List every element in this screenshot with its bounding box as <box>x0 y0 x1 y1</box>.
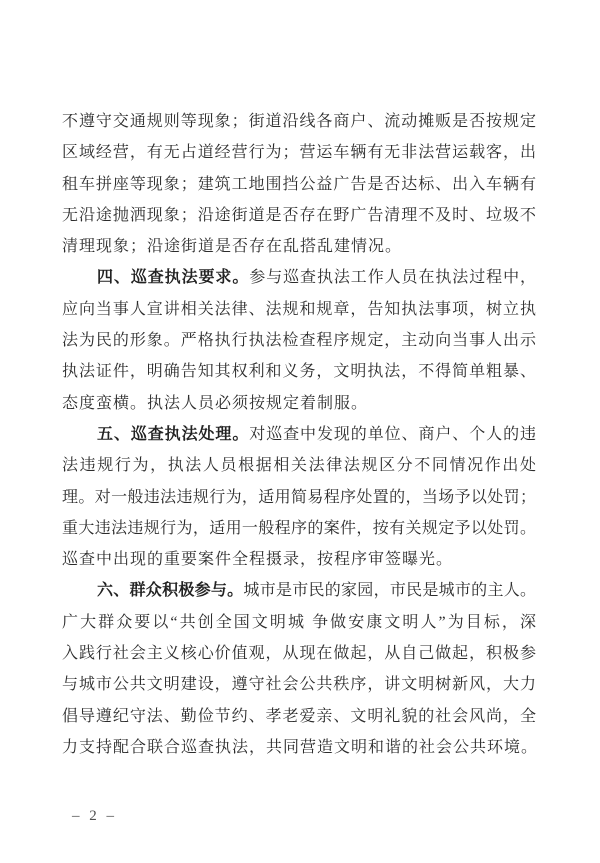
line-text: 倡导遵纪守法、勤俭节约、孝老爱亲、文明礼貌的社会风尚，全 <box>62 707 536 725</box>
line-text: 力支持配合联合巡查执法，共同营造文明和谐的社会公共环境。 <box>62 738 539 756</box>
paragraph-line <box>62 294 536 325</box>
line-text: 重大违法违规行为，适用一般程序的案件，按有关规定予以处罚。 <box>62 519 536 537</box>
line-text: 清理现象；沿途街道是否存在乱搭乱建情况。 <box>62 238 403 256</box>
paragraph-line <box>62 482 536 513</box>
paragraph-line <box>62 169 536 200</box>
line-text: 参与巡查执法工作人员在执法过程中， <box>249 269 536 287</box>
section-heading: 五、巡查执法处理。 <box>97 425 250 443</box>
line-text: 广大群众要以“共创全国文明城 争做安康文明人”为目标，深 <box>62 613 536 631</box>
paragraph-line <box>62 231 536 262</box>
paragraph-line <box>62 544 536 575</box>
line-text: 无沿途抛洒现象；沿途街道是否存在野广告清理不及时、垃圾不 <box>62 206 536 224</box>
line-text: 法为民的形象。严格执行执法检查程序规定，主动向当事人出示 <box>62 332 536 350</box>
paragraph-line <box>62 732 539 763</box>
paragraph-line <box>62 701 536 732</box>
line-text: 应向当事人宣讲相关法律、法规和规章，告知执法事项，树立执 <box>62 300 536 318</box>
line-text: 执法证件，明确告知其权利和义务，文明执法，不得简单粗暴、 <box>62 363 536 381</box>
paragraph-line <box>62 356 536 387</box>
section-heading-line <box>62 419 536 450</box>
line-text: 态度蛮横。执法人员必须按规定着制服。 <box>62 394 369 412</box>
paragraph-line <box>62 325 536 356</box>
page-number: – 2 – <box>72 808 117 824</box>
body-text <box>62 106 539 763</box>
paragraph-line <box>62 607 536 638</box>
paragraph-line <box>62 450 536 481</box>
line-text: 与城市公共文明建设，遵守社会公共秩序，讲文明树新风，大力 <box>62 676 536 694</box>
section-heading: 六、群众积极参与。 <box>97 582 244 600</box>
line-text: 区域经营，有无占道经营行为；营运车辆有无非法营运载客，出 <box>62 144 536 162</box>
paragraph-line <box>62 137 536 168</box>
paragraph-line <box>62 388 536 419</box>
paragraph-line <box>62 513 536 544</box>
section-heading-line <box>62 262 536 293</box>
paragraph-line <box>62 106 536 137</box>
line-text: 入践行社会主义核心价值观，从现在做起，从自己做起，积极参 <box>62 645 536 663</box>
paragraph-line <box>62 669 536 700</box>
line-text: 法违规行为，执法人员根据相关法律法规区分不同情况作出处 <box>62 457 536 475</box>
section-heading-line <box>62 575 536 606</box>
line-text: 巡查中出现的重要案件全程摄录，按程序审签曝光。 <box>62 551 454 569</box>
line-text: 理。对一般违法违规行为，适用简易程序处置的，当场予以处罚； <box>62 488 536 506</box>
paragraph-line <box>62 638 536 669</box>
line-text: 城市是市民的家园，市民是城市的主人。 <box>243 582 536 600</box>
line-text: 对巡查中发现的单位、商户、个人的违 <box>249 425 536 443</box>
section-heading: 四、巡查执法要求。 <box>97 269 250 287</box>
line-text: 不遵守交通规则等现象；街道沿线各商户、流动摊贩是否按规定 <box>62 113 536 130</box>
line-text: 租车拼座等现象；建筑工地围挡公益广告是否达标、出入车辆有 <box>62 175 536 193</box>
paragraph-line <box>62 200 536 231</box>
